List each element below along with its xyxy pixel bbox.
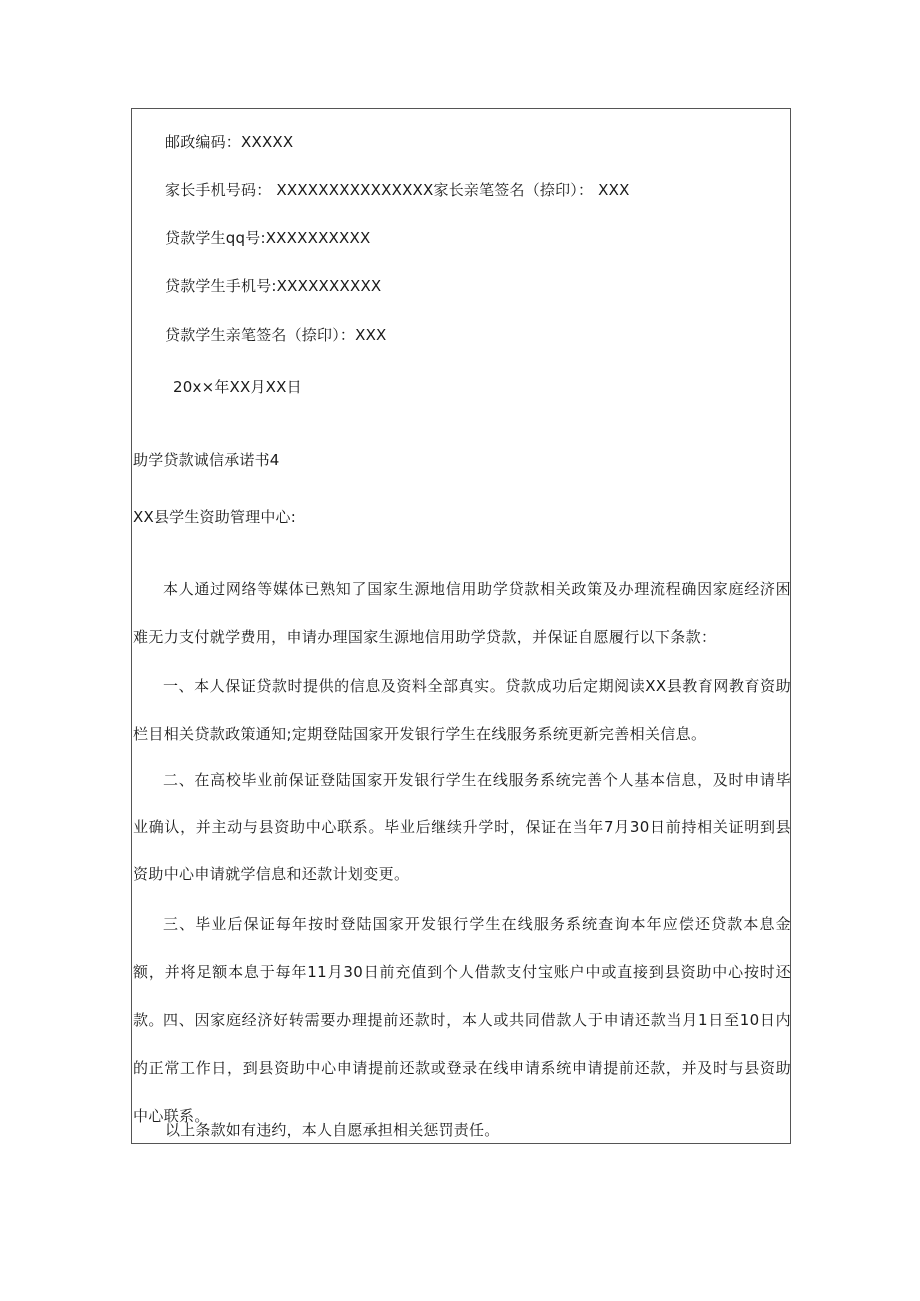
clause-3-paragraph: 三、毕业后保证每年按时登陆国家开发银行学生在线服务系统查询本年应偿还贷款本息金额，并将足额本息于每年11月30日前充值到个人借款支付宝账户中或直接到县资助中心按时还款。 bbox=[133, 915, 791, 1029]
date-line: 20x×年XX月XX日 bbox=[173, 378, 302, 396]
student-qq-line: 贷款学生qq号:XXXXXXXXXX bbox=[165, 229, 371, 247]
clause-4-paragraph: 四、因家庭经济好转需要办理提前还款时，本人或共同借款人于申请还款当月1日至10日内的正常工作日，到县资助中心申请提前还款或登录在线申请系统申请提前还款，并及时与县资助中心联系。 bbox=[133, 1011, 791, 1125]
student-signature-line: 贷款学生亲笔签名（捺印）：XXX bbox=[165, 326, 387, 344]
letter-recipient: XX县学生资助管理中心: bbox=[133, 508, 297, 526]
postal-code-line: 邮政编码：XXXXX bbox=[165, 133, 294, 151]
clause-1-paragraph: 一、本人保证贷款时提供的信息及资料全部真实。贷款成功后定期阅读XX县教育网教育资助栏目相关贷款政策通知;定期登陆国家开发银行学生在线服务系统更新完善相关信息。 bbox=[133, 677, 791, 743]
parent-phone-signature-line: 家长手机号码： XXXXXXXXXXXXXXX家长亲笔签名（捺印）： XXX bbox=[165, 181, 630, 199]
student-phone-line: 贷款学生手机号:XXXXXXXXXX bbox=[165, 277, 382, 295]
clause-2-paragraph: 二、在高校毕业前保证登陆国家开发银行学生在线服务系统完善个人基本信息，及时申请毕业确认，并主动与县资助中心联系。毕业后继续升学时，保证在当年7月30日前持相关证明到县资助中心申请就学信息和还款计划变更。 bbox=[133, 771, 791, 883]
intro-paragraph: 本人通过网络等媒体已熟知了国家生源地信用助学贷款相关政策及办理流程确因家庭经济困难无力支付就学费用，申请办理国家生源地信用助学贷款，并保证自愿履行以下条款： bbox=[133, 580, 791, 646]
letter-title: 助学贷款诚信承诺书4 bbox=[133, 451, 280, 469]
closing-line: 以上条款如有违约，本人自愿承担相关惩罚责任。 bbox=[165, 1121, 500, 1139]
